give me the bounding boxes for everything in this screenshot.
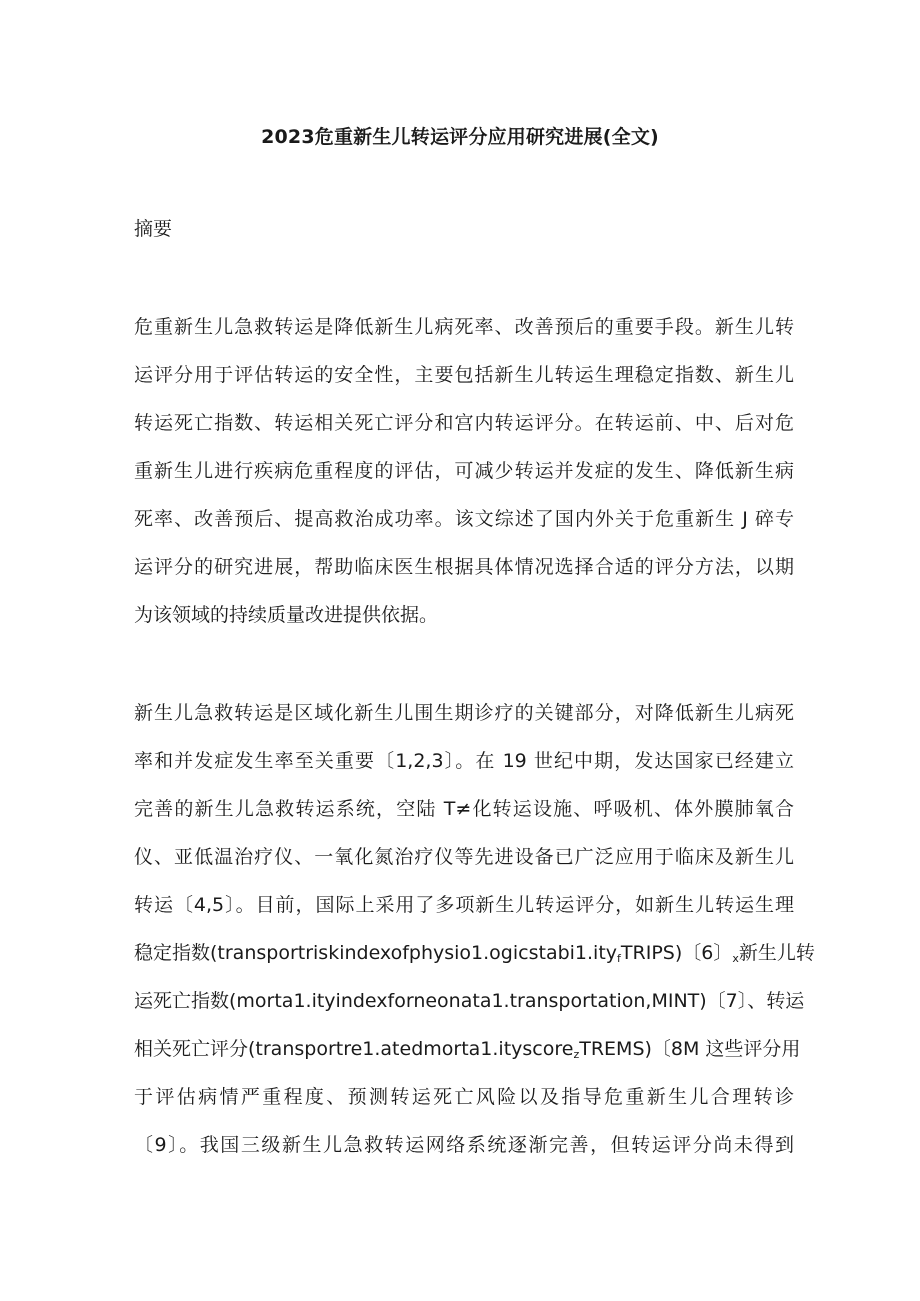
- intro-line-trems: [134, 1036, 801, 1084]
- abstract-line: 危重新生儿急救转运是降低新生儿病死率、改善预后的重要手段。新生儿转: [134, 316, 794, 338]
- intro-line: 新生儿急救转运是区域化新生儿围生期诊疗的关键部分，对降低新生儿病死: [134, 702, 794, 724]
- introduction-paragraph: [134, 700, 815, 1180]
- intro-line-mint: 运死亡指数(morta1.ityindexforneonata1.transportation,MINT)〔7〕、转运: [134, 990, 805, 1012]
- intro-line: 率和并发症发生率至关重要〔1,2,3〕。在 19 世纪中期，发达国家已经建立: [134, 750, 794, 772]
- intro-line-trems-text: 相关死亡评分(transportre1.atedmorta1.ityscore: [134, 1038, 574, 1060]
- subscript-mark: z: [573, 1048, 580, 1061]
- intro-line-trips-text: 稳定指数(transportriskindexofphysio1.ogicstabi1.ity: [134, 942, 618, 964]
- abstract-line: 转运死亡指数、转运相关死亡评分和宫内转运评分。在转运前、中、后对危: [134, 412, 794, 434]
- document-title: 2023危重新生儿转运评分应用研究进展(全文): [261, 126, 659, 148]
- abstract-line: 死率、改善预后、提高救治成功率。该文综述了国内外关于危重新生 J 碎专: [134, 508, 794, 530]
- subscript-mark: x: [732, 952, 739, 965]
- intro-line-trems-text: TREMS)〔8M 这些评分用: [579, 1038, 801, 1060]
- abstract-line: 重新生儿进行疾病危重程度的评估，可减少转运并发症的发生、降低新生病: [134, 460, 794, 482]
- intro-line: 完善的新生儿急救转运系统，空陆 T≠化转运设施、呼吸机、体外膜肺氧合: [134, 798, 794, 820]
- abstract-line: 运评分用于评估转运的安全性，主要包括新生儿转运生理稳定指数、新生儿: [134, 364, 794, 386]
- intro-line: 仪、亚低温治疗仪、一氧化氮治疗仪等先进设备已广泛应用于临床及新生儿: [134, 846, 794, 868]
- subscript-mark: f: [617, 952, 621, 965]
- intro-line: 于评估病情严重程度、预测转运死亡风险以及指导危重新生儿合理转诊: [134, 1086, 794, 1108]
- intro-line: 〔9〕。我国三级新生儿急救转运网络系统逐渐完善，但转运评分尚未得到: [134, 1134, 794, 1156]
- intro-line-trips: [134, 940, 815, 988]
- intro-line-trips-text: 新生儿转: [738, 942, 815, 964]
- intro-line-trips-text: TRIPS)〔6〕: [620, 942, 733, 964]
- abstract-line: 运评分的研究进展，帮助临床医生根据具体情况选择合适的评分方法，以期: [134, 556, 794, 578]
- intro-line: 转运〔4,5〕。目前，国际上采用了多项新生儿转运评分，如新生儿转运生理: [134, 894, 794, 916]
- section-heading-abstract: 摘要: [134, 218, 173, 240]
- abstract-line: 为该领域的持续质量改进提供依据。: [134, 604, 439, 626]
- abstract-paragraph: [134, 314, 794, 650]
